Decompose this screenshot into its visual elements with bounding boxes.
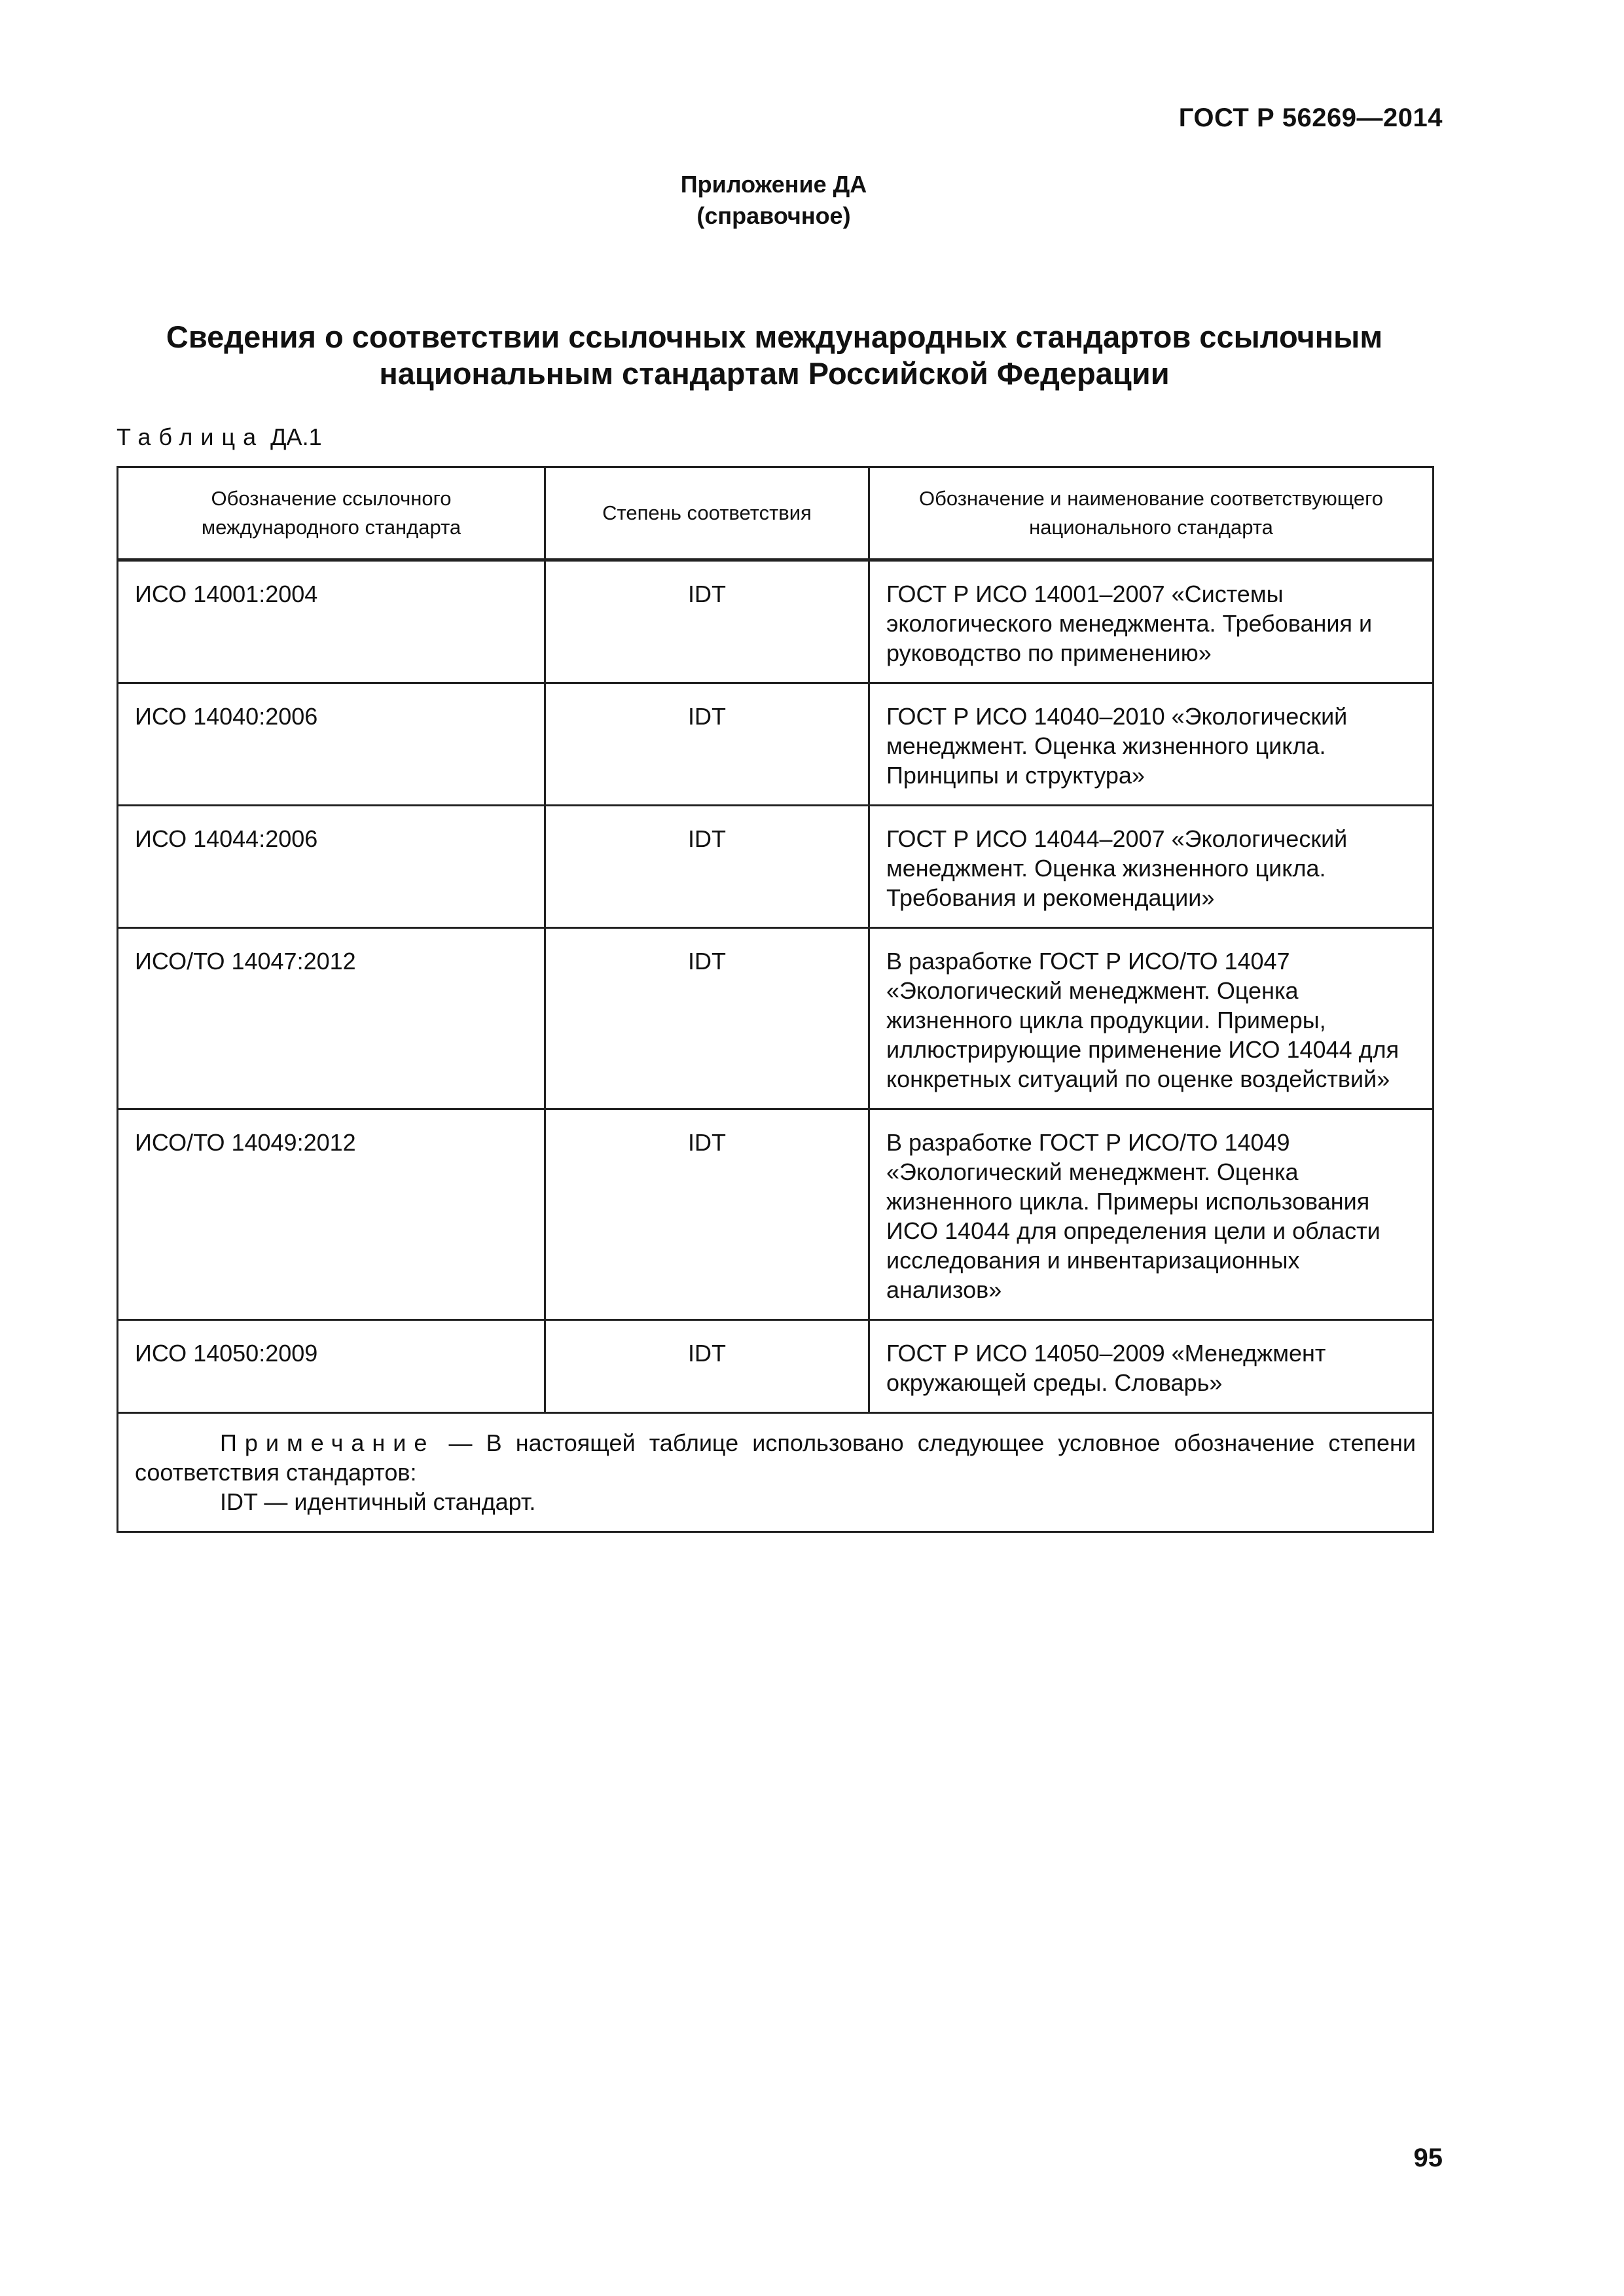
cell-degree: IDT [545,560,869,683]
table-label-id: ДА.1 [270,423,322,450]
table-row [118,928,1434,1109]
cell-international-standard: ИСО/ТО 14047:2012 [118,928,545,1109]
main-title [117,319,1432,392]
table-row [118,683,1434,806]
cell-national-standard: В разработке ГОСТ Р ИСО/ТО 14049 «Экологический менеджмент. Оценка жизненного цикла. Примеры использования ИСО 14044 для определения цели и области исследования и инвентаризационных анализов» [869,1109,1434,1320]
cell-international-standard: ИСО/ТО 14049:2012 [118,1109,545,1320]
table-note [118,1413,1434,1532]
table-header-row [118,467,1434,560]
cell-degree: IDT [545,928,869,1109]
cell-international-standard: ИСО 14050:2009 [118,1320,545,1413]
document-code: ГОСТ Р 56269—2014 [1178,103,1443,132]
cell-degree: IDT [545,806,869,928]
column-header-international-standard: Обозначение ссылочного международного стандарта [118,467,545,560]
cell-national-standard: ГОСТ Р ИСО 14040–2010 «Экологический менеджмент. Оценка жизненного цикла. Принципы и структура» [869,683,1434,806]
cell-degree: IDT [545,1320,869,1413]
table-row [118,1320,1434,1413]
table-row [118,1109,1434,1320]
table-label-word: Таблица [117,423,264,450]
appendix-title: Приложение ДА [680,171,867,198]
column-header-national-standard: Обозначение и наименование соответствующего национального стандарта [869,467,1434,560]
table-note-row [118,1413,1434,1532]
note-text: — В настоящей таблице использовано следующее условное обозначение степени соответствия стандартов: [135,1429,1416,1486]
note-label: Примечание [220,1429,435,1456]
note-definition: IDT — идентичный стандарт. [220,1488,536,1515]
table-label [117,423,322,451]
cell-degree: IDT [545,1109,869,1320]
table-row [118,560,1434,683]
cell-national-standard: ГОСТ Р ИСО 14001–2007 «Системы экологического менеджмента. Требования и руководство по применению» [869,560,1434,683]
page-number: 95 [1413,2144,1443,2172]
cell-national-standard: В разработке ГОСТ Р ИСО/ТО 14047 «Экологический менеджмент. Оценка жизненного цикла продукции. Примеры, иллюстрирующие применение ИСО 14044 для конкретных ситуаций по оценке воздействий» [869,928,1434,1109]
appendix-subtitle: (справочное) [696,202,851,229]
cell-degree: IDT [545,683,869,806]
cell-international-standard: ИСО 14044:2006 [118,806,545,928]
cell-international-standard: ИСО 14040:2006 [118,683,545,806]
main-title-line-1: Сведения о соответствии ссылочных международных стандартов ссылочным [166,319,1383,354]
column-header-degree: Степень соответствия [545,467,869,560]
main-title-line-2: национальным стандартам Российской Федерации [379,356,1170,391]
cell-national-standard: ГОСТ Р ИСО 14044–2007 «Экологический менеджмент. Оценка жизненного цикла. Требования и рекомендации» [869,806,1434,928]
cell-international-standard: ИСО 14001:2004 [118,560,545,683]
table-row [118,806,1434,928]
note-paragraph [135,1428,1416,1487]
correspondence-table [117,466,1434,1533]
appendix-heading [0,169,1547,232]
cell-national-standard: ГОСТ Р ИСО 14050–2009 «Менеджмент окружающей среды. Словарь» [869,1320,1434,1413]
